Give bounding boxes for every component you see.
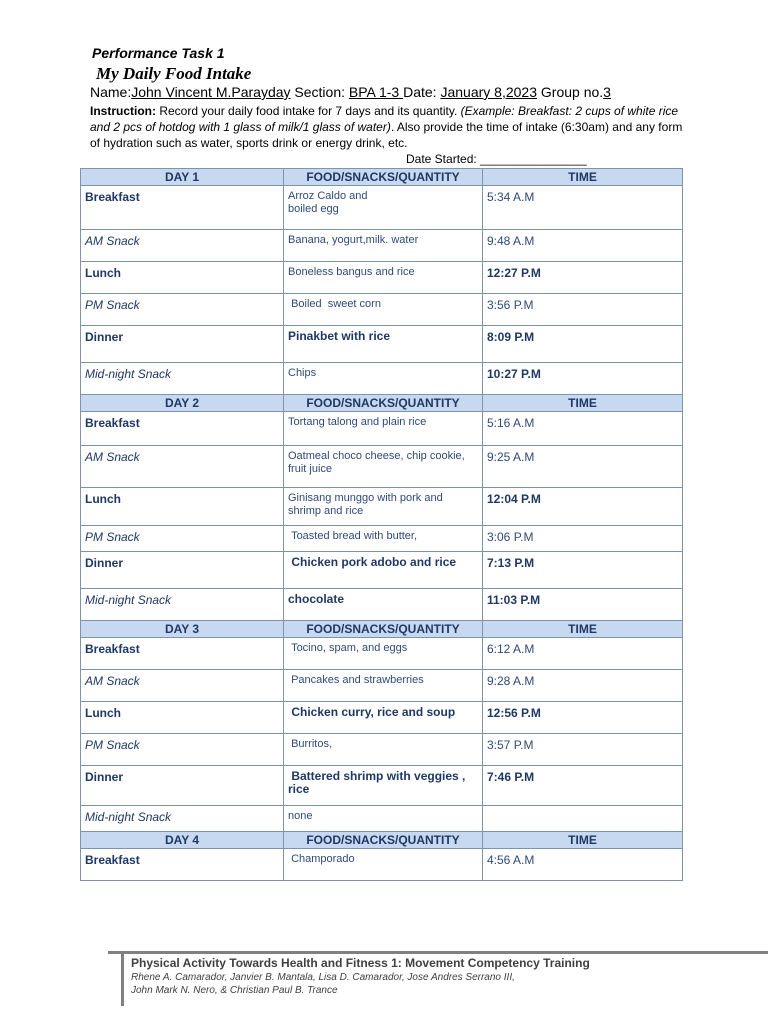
instruction-example: (Example: Breakfast: 2 cups of white rice and 2 pcs of hotdog with 1 glass of milk/1 glass of water): [90, 104, 679, 134]
table-row: [81, 262, 683, 294]
meal-cell: Breakfast: [81, 186, 284, 230]
group-label: Group no.: [537, 84, 604, 100]
name-value: John Vincent M.Parayday: [131, 84, 291, 100]
meal-cell: AM Snack: [81, 670, 284, 702]
meal-cell: AM Snack: [81, 230, 284, 262]
table-row: [81, 734, 683, 766]
footer-authors-line-2: John Mark N. Nero, & Christian Paul B. Trance: [131, 985, 338, 996]
food-cell: Tortang talong and plain rice: [284, 412, 483, 446]
footer-course-title: Physical Activity Towards Health and Fitness 1: Movement Competency Training: [131, 956, 590, 970]
table-row: [81, 702, 683, 734]
meal-cell: Dinner: [81, 326, 284, 363]
table-row: [81, 552, 683, 589]
time-cell: 10:27 P.M: [483, 363, 683, 395]
table-row: [81, 806, 683, 832]
food-column-header: FOOD/SNACKS/QUANTITY: [284, 832, 483, 849]
footer-vertical-divider: [121, 954, 124, 1006]
table-row: [81, 766, 683, 806]
meal-cell: Mid-night Snack: [81, 363, 284, 395]
table-row: [81, 294, 683, 326]
page-title: My Daily Food Intake: [96, 64, 252, 83]
instruction-paragraph: [90, 103, 690, 151]
time-cell: 5:16 A.M: [483, 412, 683, 446]
time-column-header: TIME: [483, 621, 683, 638]
day-header-row: [81, 621, 683, 638]
food-cell: Toasted bread with butter,: [284, 526, 483, 552]
food-cell: Pinakbet with rice: [284, 326, 483, 363]
meal-cell: Dinner: [81, 552, 284, 589]
meal-cell: AM Snack: [81, 446, 284, 488]
food-cell: Banana, yogurt,milk. water: [284, 230, 483, 262]
food-cell: Chicken curry, rice and soup: [284, 702, 483, 734]
food-cell: Ginisang munggo with pork and shrimp and rice: [284, 488, 483, 526]
time-cell: 3:57 P.M: [483, 734, 683, 766]
meal-cell: Mid-night Snack: [81, 806, 284, 832]
task-label: Performance Task 1: [92, 45, 225, 61]
section-value: BPA 1-3: [348, 84, 404, 100]
food-column-header: FOOD/SNACKS/QUANTITY: [284, 395, 483, 412]
student-info-line: [90, 84, 611, 100]
time-cell: 9:48 A.M: [483, 230, 683, 262]
time-cell: [483, 806, 683, 832]
food-cell: Boneless bangus and rice: [284, 262, 483, 294]
time-cell: 7:13 P.M: [483, 552, 683, 589]
food-cell: Boiled sweet corn: [284, 294, 483, 326]
time-cell: 5:34 A.M: [483, 186, 683, 230]
time-cell: 12:04 P.M: [483, 488, 683, 526]
time-cell: 7:46 P.M: [483, 766, 683, 806]
table-row: [81, 638, 683, 670]
time-column-header: TIME: [483, 832, 683, 849]
food-column-header: FOOD/SNACKS/QUANTITY: [284, 621, 483, 638]
time-cell: 9:25 A.M: [483, 446, 683, 488]
instruction-tail: . Also provide the time of intake (6:30am) and any form of hydration such as water, sports drink or energy drink, etc.: [90, 120, 683, 150]
date-label: Date:: [403, 84, 441, 100]
day-label: DAY 2: [81, 395, 284, 412]
meal-cell: PM Snack: [81, 526, 284, 552]
footer-authors-line-1: Rhene A. Camarador, Janvier B. Mantala, Lisa D. Camarador, Jose Andres Serrano III,: [131, 972, 515, 983]
food-cell: Chips: [284, 363, 483, 395]
day-label: DAY 1: [81, 169, 284, 186]
meal-cell: PM Snack: [81, 294, 284, 326]
day-label: DAY 3: [81, 621, 284, 638]
meal-cell: Breakfast: [81, 849, 284, 881]
time-cell: 3:06 P.M: [483, 526, 683, 552]
table-row: [81, 363, 683, 395]
instruction-label: Instruction:: [90, 104, 156, 118]
table-row: [81, 412, 683, 446]
table-row: [81, 670, 683, 702]
meal-cell: Lunch: [81, 488, 284, 526]
day-label: DAY 4: [81, 832, 284, 849]
table-row: [81, 186, 683, 230]
food-column-header: FOOD/SNACKS/QUANTITY: [284, 169, 483, 186]
footer-divider: [108, 951, 768, 954]
meal-cell: Breakfast: [81, 412, 284, 446]
instruction-text: Record your daily food intake for 7 days and its quantity.: [156, 104, 461, 118]
food-cell: Pancakes and strawberries: [284, 670, 483, 702]
food-cell: Arroz Caldo and boiled egg: [284, 186, 483, 230]
table-row: [81, 230, 683, 262]
time-cell: 4:56 A.M: [483, 849, 683, 881]
food-cell: Tocino, spam, and eggs: [284, 638, 483, 670]
food-cell: Battered shrimp with veggies , rice: [284, 766, 483, 806]
date-started: Date Started: ________________: [406, 152, 587, 166]
food-cell: Oatmeal choco cheese, chip cookie, fruit juice: [284, 446, 483, 488]
food-intake-table-body: [81, 169, 683, 881]
time-cell: 12:27 P.M: [483, 262, 683, 294]
name-label: Name:: [90, 84, 132, 100]
day-header-row: [81, 169, 683, 186]
table-row: [81, 589, 683, 621]
food-cell: chocolate: [284, 589, 483, 621]
day-header-row: [81, 832, 683, 849]
section-label: Section:: [290, 84, 349, 100]
food-cell: Champorado: [284, 849, 483, 881]
food-intake-table: [80, 168, 683, 881]
meal-cell: Lunch: [81, 702, 284, 734]
table-row: [81, 526, 683, 552]
table-row: [81, 488, 683, 526]
food-cell: none: [284, 806, 483, 832]
table-row: [81, 326, 683, 363]
time-cell: 8:09 P.M: [483, 326, 683, 363]
time-cell: 9:28 A.M: [483, 670, 683, 702]
time-cell: 3:56 P.M: [483, 294, 683, 326]
time-column-header: TIME: [483, 169, 683, 186]
food-cell: Burritos,: [284, 734, 483, 766]
meal-cell: Breakfast: [81, 638, 284, 670]
date-value: January 8,2023: [440, 84, 537, 100]
time-cell: 11:03 P.M: [483, 589, 683, 621]
meal-cell: PM Snack: [81, 734, 284, 766]
table-row: [81, 446, 683, 488]
day-header-row: [81, 395, 683, 412]
meal-cell: Lunch: [81, 262, 284, 294]
time-cell: 12:56 P.M: [483, 702, 683, 734]
table-row: [81, 849, 683, 881]
time-column-header: TIME: [483, 395, 683, 412]
group-value: 3: [603, 84, 611, 100]
food-cell: Chicken pork adobo and rice: [284, 552, 483, 589]
time-cell: 6:12 A.M: [483, 638, 683, 670]
meal-cell: Dinner: [81, 766, 284, 806]
meal-cell: Mid-night Snack: [81, 589, 284, 621]
